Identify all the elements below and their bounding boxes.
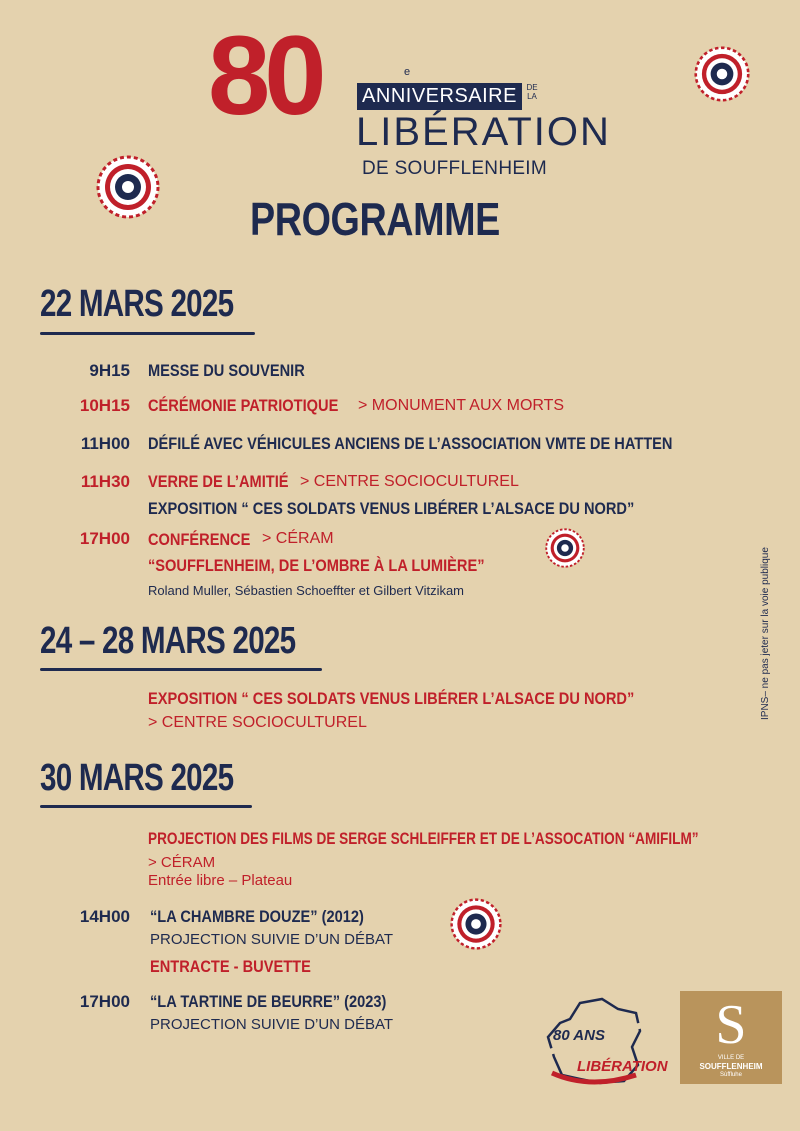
event-location: > CENTRE SOCIOCULTUREL bbox=[300, 473, 519, 490]
anniversaire-label: ANNIVERSAIRE bbox=[357, 83, 522, 110]
de-la-label: DE LA bbox=[526, 83, 538, 101]
film-title: “LA CHAMBRE DOUZE” (2012) bbox=[150, 907, 364, 926]
date-underline bbox=[40, 805, 252, 808]
event-time: 9H15 bbox=[89, 361, 130, 380]
event-time: 11H00 bbox=[80, 434, 130, 453]
rosette-icon bbox=[545, 528, 585, 568]
logo-80-ans: 80 ANS bbox=[553, 1027, 605, 1044]
rosette-icon bbox=[450, 898, 502, 950]
date-heading-1: 22 MARS 2025 bbox=[40, 283, 234, 325]
event-time: 11H30 bbox=[80, 472, 130, 491]
event-title: CONFÉRENCE bbox=[148, 530, 251, 549]
event-location: > CÉRAM bbox=[262, 530, 334, 547]
intermission: ENTRACTE - BUVETTE bbox=[150, 957, 311, 976]
film-description: PROJECTION SUIVIE D’UN DÉBAT bbox=[150, 1016, 394, 1033]
liberation-title: LIBÉRATION bbox=[356, 110, 611, 154]
date-heading-2: 24 – 28 MARS 2025 bbox=[40, 620, 296, 662]
page-title: PROGRAMME bbox=[250, 193, 500, 245]
event-speakers: Roland Muller, Sébastien Schoeffter et Gilbert Vitzikam bbox=[148, 583, 465, 598]
event-title: EXPOSITION “ CES SOLDATS VENUS LIBÉRER L’ALSACE DU NORD” bbox=[148, 499, 635, 518]
superscript-e: e bbox=[404, 66, 411, 78]
event-time: 17H00 bbox=[79, 529, 130, 548]
town-name: DE SOUFFLENHEIM bbox=[362, 158, 548, 179]
rosette-icon bbox=[96, 155, 160, 219]
event-time: 10H15 bbox=[79, 396, 130, 415]
date-underline bbox=[40, 668, 322, 671]
event-title: MESSE DU SOUVENIR bbox=[148, 361, 305, 380]
event-title: DÉFILÉ AVEC VÉHICULES ANCIENS DE L’ASSOCIATION VMTE DE HATTEN bbox=[148, 434, 673, 453]
date-heading-3: 30 MARS 2025 bbox=[40, 757, 234, 799]
event-time: 14H00 bbox=[79, 907, 130, 926]
entry-info: Entrée libre – Plateau bbox=[148, 872, 293, 889]
town-logo-name: SOUFFLENHEIM bbox=[699, 1062, 763, 1071]
town-logo-alsacien: Sùffluhe bbox=[720, 1072, 742, 1078]
event-location: > MONUMENT AUX MORTS bbox=[358, 397, 565, 414]
event-subtitle: “SOUFFLENHEIM, DE L’OMBRE À LA LUMIÈRE” bbox=[148, 556, 485, 575]
town-logo bbox=[680, 991, 782, 1084]
anniversary-number: 80 bbox=[208, 13, 321, 138]
event-location: > CÉRAM bbox=[148, 854, 216, 871]
town-logo-ville: VILLE DE bbox=[717, 1055, 745, 1061]
film-title: “LA TARTINE DE BEURRE” (2023) bbox=[150, 992, 387, 1011]
date-underline bbox=[40, 332, 255, 335]
event-time: 17H00 bbox=[79, 992, 130, 1011]
ipns-notice: IPNS– ne pas jeter sur la voie publique bbox=[760, 547, 771, 720]
rosette-icon bbox=[694, 46, 750, 102]
event-location: > CENTRE SOCIOCULTUREL bbox=[148, 714, 367, 731]
event-title: EXPOSITION “ CES SOLDATS VENUS LIBÉRER L’ALSACE DU NORD” bbox=[148, 689, 635, 708]
film-description: PROJECTION SUIVIE D’UN DÉBAT bbox=[150, 931, 394, 948]
logo-liberation: LIBÉRATION bbox=[577, 1058, 668, 1075]
town-logo-letter: S bbox=[715, 994, 747, 1056]
event-title: CÉRÉMONIE PATRIOTIQUE bbox=[148, 396, 339, 415]
event-title: VERRE DE L’AMITIÉ bbox=[148, 472, 289, 491]
event-title: PROJECTION DES FILMS DE SERGE SCHLEIFFER ET DE L’ASSOCATION “AMIFILM” bbox=[148, 829, 699, 848]
